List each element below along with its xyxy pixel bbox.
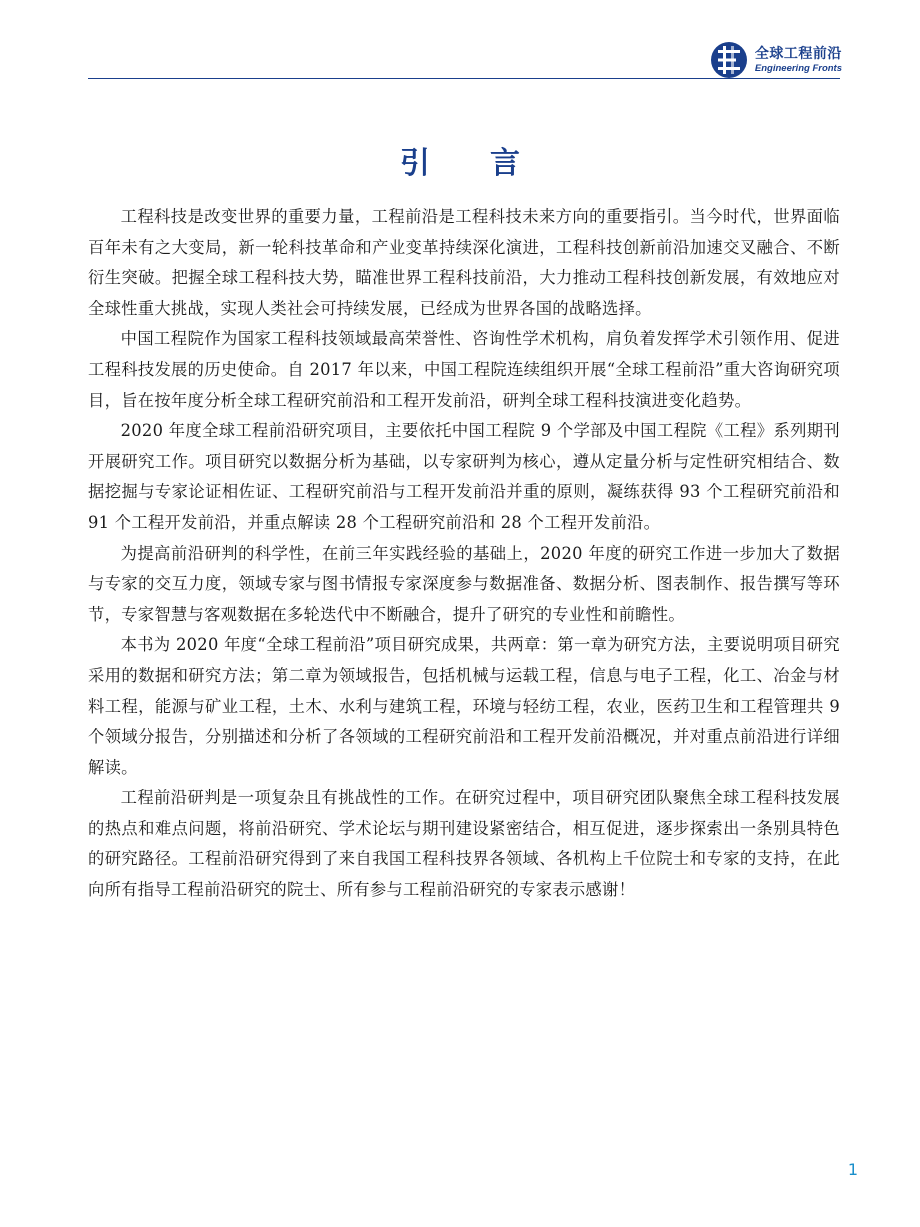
paragraph: 2020 年度全球工程前沿研究项目，主要依托中国工程院 9 个学部及中国工程院《工程》系列期刊开展研究工作。项目研究以数据分析为基础，以专家研判为核心，遵从定量分析与定性研究相结合、数据挖掘与专家论证相佐证、工程研究前沿与工程开发前沿并重的原则，凝练获得 93 个工程研究前沿和 91 个工程开发前沿，并重点解读 28 个工程研究前沿和 28 个工程开发前沿。 [88, 421, 840, 532]
paragraph: 工程科技是改变世界的重要力量，工程前沿是工程科技未来方向的重要指引。当今时代，世界面临百年未有之大变局，新一轮科技革命和产业变革持续深化演进，工程科技创新前沿加速交叉融合、不断衍生突破。把握全球工程科技大势，瞄准世界工程科技前沿，大力推动工程科技创新发展，有效地应对全球性重大挑战，实现人类社会可持续发展，已经成为世界各国的战略选择。 [88, 207, 840, 318]
page-number: 1 [847, 1160, 858, 1179]
body-text [88, 202, 840, 906]
paragraph: 为提高前沿研判的科学性，在前三年实践经验的基础上，2020 年度的研究工作进一步加大了数据与专家的交互力度，领域专家与图书情报专家深度参与数据准备、数据分析、图表制作、报告撰写等环节，专家智慧与客观数据在多轮迭代中不断融合，提升了研究的专业性和前瞻性。 [88, 543, 840, 624]
engineering-fronts-logo-icon [709, 40, 749, 80]
header-logo [709, 40, 842, 80]
page-title: 引言 [400, 146, 580, 182]
paragraph: 本书为 2020 年度“全球工程前沿”项目研究成果，共两章：第一章为研究方法，主要说明项目研究采用的数据和研究方法；第二章为领域报告，包括机械与运载工程，信息与电子工程，化工、冶金与材料工程，能源与矿业工程，土木、水利与建筑工程，环境与轻纺工程，农业，医药卫生和工程管理共 9 个领域分报告，分别描述和分析了各领域的工程研究前沿和工程开发前沿概况，并对重点前沿进行详细解读。 [88, 635, 840, 777]
paragraph: 工程前沿研判是一项复杂且有挑战性的工作。在研究过程中，项目研究团队聚焦全球工程科技发展的热点和难点问题，将前沿研究、学术论坛与期刊建设紧密结合，相互促进，逐步探索出一条别具特色的研究路径。工程前沿研究得到了来自我国工程科技界各领域、各机构上千位院士和专家的支持，在此向所有指导工程前沿研究的院士、所有参与工程前沿研究的专家表示感谢！ [88, 788, 840, 900]
logo-text [755, 47, 842, 74]
header-divider [88, 78, 840, 79]
logo-chinese-name: 全球工程前沿 [754, 45, 842, 62]
logo-english-name: Engineering Fronts [754, 62, 842, 74]
paragraph: 中国工程院作为国家工程科技领域最高荣誉性、咨询性学术机构，肩负着发挥学术引领作用、促进工程科技发展的历史使命。自 2017 年以来，中国工程院连续组织开展“全球工程前沿”重大咨询研究项目，旨在按年度分析全球工程研究前沿和工程开发前沿，研判全球工程科技演进变化趋势。 [88, 329, 840, 410]
